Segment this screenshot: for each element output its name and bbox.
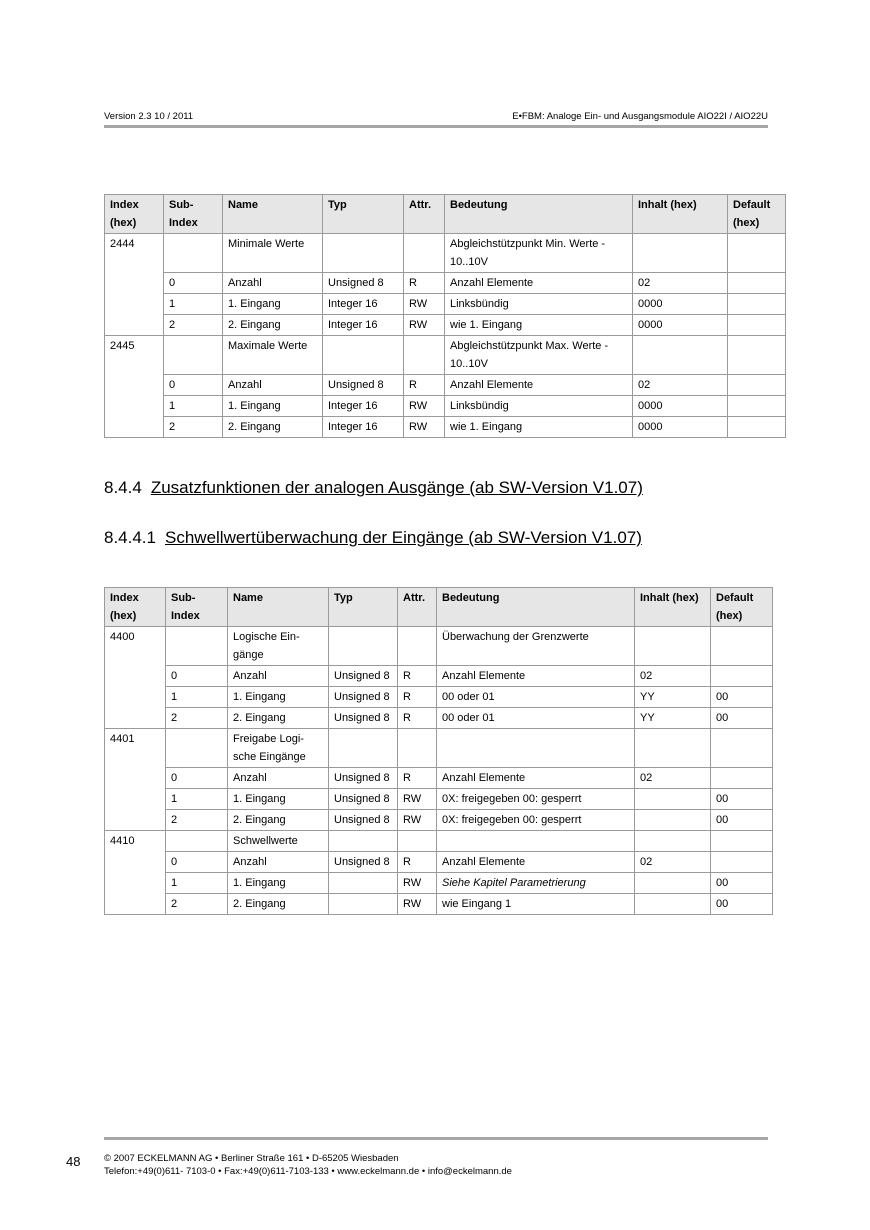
table-cell bbox=[633, 234, 728, 273]
table-cell bbox=[398, 831, 437, 852]
table-cell: 2445 bbox=[105, 336, 164, 375]
table-cell bbox=[398, 627, 437, 666]
table-cell bbox=[329, 729, 398, 768]
table-cell: 2 bbox=[166, 708, 228, 729]
table-cell bbox=[166, 627, 228, 666]
table-cell: Linksbündig bbox=[445, 294, 633, 315]
table-cell: 1. Eingang bbox=[228, 873, 329, 894]
col-attr: Attr. bbox=[404, 195, 445, 234]
table-cell bbox=[105, 666, 166, 687]
table-cell bbox=[728, 336, 786, 375]
table-cell: 4400 bbox=[105, 627, 166, 666]
table-cell bbox=[105, 810, 166, 831]
table-cell: wie 1. Eingang bbox=[445, 417, 633, 438]
table-cell bbox=[398, 729, 437, 768]
table-cell: 00 oder 01 bbox=[437, 687, 635, 708]
table-cell: 00 bbox=[711, 708, 773, 729]
col-subindex bbox=[164, 195, 223, 234]
table-cell bbox=[329, 894, 398, 915]
table-cell bbox=[711, 831, 773, 852]
table-cell: RW bbox=[404, 396, 445, 417]
table-cell: 00 bbox=[711, 810, 773, 831]
table-cell bbox=[635, 627, 711, 666]
table-cell bbox=[728, 396, 786, 417]
table-row bbox=[105, 666, 773, 687]
table-cell: 02 bbox=[635, 852, 711, 873]
table-cell bbox=[728, 315, 786, 336]
table-cell: 0000 bbox=[633, 396, 728, 417]
table-cell bbox=[164, 336, 223, 375]
table-row bbox=[105, 336, 786, 375]
footer-rule bbox=[104, 1137, 768, 1140]
table-cell: Anzahl bbox=[223, 375, 323, 396]
table-cell: Integer 16 bbox=[323, 417, 404, 438]
table-cell: RW bbox=[398, 789, 437, 810]
table-cell: R bbox=[398, 666, 437, 687]
table-cell: 2. Eingang bbox=[228, 894, 329, 915]
table-cell: 1 bbox=[166, 873, 228, 894]
table-cell bbox=[105, 315, 164, 336]
table-cell bbox=[635, 789, 711, 810]
table-cell: Anzahl Elemente bbox=[445, 375, 633, 396]
table-cell bbox=[105, 294, 164, 315]
object-table-2444-2445 bbox=[104, 194, 786, 438]
table-row bbox=[105, 708, 773, 729]
table-cell: wie 1. Eingang bbox=[445, 315, 633, 336]
table-cell: 00 bbox=[711, 873, 773, 894]
table-cell: RW bbox=[404, 417, 445, 438]
table-row bbox=[105, 294, 786, 315]
table-cell bbox=[323, 234, 404, 273]
header-label: Index bbox=[169, 217, 198, 229]
table-cell bbox=[437, 831, 635, 852]
table-cell bbox=[323, 336, 404, 375]
table-cell: R bbox=[398, 768, 437, 789]
table-cell bbox=[105, 273, 164, 294]
table-cell: RW bbox=[398, 810, 437, 831]
table-cell: Unsigned 8 bbox=[329, 708, 398, 729]
table-cell: Minimale Werte bbox=[223, 234, 323, 273]
table-cell bbox=[105, 789, 166, 810]
header-label: Index bbox=[110, 199, 139, 211]
table-cell: R bbox=[398, 708, 437, 729]
table-row bbox=[105, 417, 786, 438]
table-cell: 2 bbox=[166, 810, 228, 831]
table-cell bbox=[164, 234, 223, 273]
table-row bbox=[105, 894, 773, 915]
table-row bbox=[105, 810, 773, 831]
object-table-4400-4410 bbox=[104, 587, 773, 915]
table-cell bbox=[728, 375, 786, 396]
table-row bbox=[105, 687, 773, 708]
table-cell: R bbox=[398, 852, 437, 873]
table-cell: 00 bbox=[711, 894, 773, 915]
table-cell bbox=[728, 234, 786, 273]
table-cell: Anzahl bbox=[228, 666, 329, 687]
section-heading-8-4-4: 8.4.4 Zusatzfunktionen der analogen Ausgänge (ab SW-Version V1.07) bbox=[104, 478, 643, 497]
table-cell bbox=[711, 768, 773, 789]
table-cell: Unsigned 8 bbox=[329, 852, 398, 873]
table-cell: 2. Eingang bbox=[228, 810, 329, 831]
table-cell: Linksbündig bbox=[445, 396, 633, 417]
table-cell: 02 bbox=[633, 375, 728, 396]
table-cell bbox=[105, 894, 166, 915]
header-label: (hex) bbox=[733, 217, 760, 229]
table-cell bbox=[437, 729, 635, 768]
table-cell bbox=[166, 729, 228, 768]
header-label: Default bbox=[716, 592, 754, 604]
table-cell: R bbox=[398, 687, 437, 708]
table-cell bbox=[404, 234, 445, 273]
header-title: E•FBM: Analoge Ein- und Ausgangsmodule AIO22I / AIO22U bbox=[512, 111, 768, 122]
table-cell: 1. Eingang bbox=[228, 789, 329, 810]
col-default bbox=[711, 588, 773, 627]
table-cell bbox=[711, 852, 773, 873]
footer-address: © 2007 ECKELMANN AG • Berliner Straße 161 • D-65205 Wiesbaden bbox=[104, 1153, 399, 1164]
table-cell: Logische Ein-gänge bbox=[228, 627, 329, 666]
table-cell: 00 bbox=[711, 687, 773, 708]
table-cell: 0X: freigegeben 00: gesperrt bbox=[437, 789, 635, 810]
col-bedeutung: Bedeutung bbox=[445, 195, 633, 234]
col-inhalt: Inhalt (hex) bbox=[635, 588, 711, 627]
table-row bbox=[105, 234, 786, 273]
table-cell: 0 bbox=[166, 852, 228, 873]
table-cell bbox=[105, 375, 164, 396]
table-cell: 2 bbox=[164, 315, 223, 336]
table-cell: 0 bbox=[166, 666, 228, 687]
table-cell: 0000 bbox=[633, 294, 728, 315]
table-row bbox=[105, 873, 773, 894]
table-cell: Unsigned 8 bbox=[329, 810, 398, 831]
table-cell: Anzahl bbox=[228, 768, 329, 789]
header-label: Index bbox=[110, 592, 139, 604]
table-cell: 00 bbox=[711, 789, 773, 810]
table-row bbox=[105, 768, 773, 789]
col-default bbox=[728, 195, 786, 234]
table-cell bbox=[711, 627, 773, 666]
table-row bbox=[105, 831, 773, 852]
table-cell: 2444 bbox=[105, 234, 164, 273]
col-attr: Attr. bbox=[398, 588, 437, 627]
table-cell: Unsigned 8 bbox=[323, 375, 404, 396]
header-label: Sub- bbox=[169, 199, 194, 211]
col-index bbox=[105, 195, 164, 234]
table-cell: Integer 16 bbox=[323, 396, 404, 417]
table-cell: 2 bbox=[164, 417, 223, 438]
table-cell bbox=[404, 336, 445, 375]
table-cell: 2 bbox=[166, 894, 228, 915]
table-cell bbox=[728, 294, 786, 315]
col-name: Name bbox=[223, 195, 323, 234]
table-row bbox=[105, 315, 786, 336]
table-cell bbox=[105, 873, 166, 894]
table-cell: 0 bbox=[164, 375, 223, 396]
page-header bbox=[104, 111, 768, 122]
table-cell: 4410 bbox=[105, 831, 166, 852]
table-cell bbox=[105, 687, 166, 708]
header-version: Version 2.3 10 / 2011 bbox=[104, 111, 194, 122]
col-typ: Typ bbox=[323, 195, 404, 234]
table-cell: Unsigned 8 bbox=[329, 666, 398, 687]
table-cell: Anzahl bbox=[223, 273, 323, 294]
table-cell: Abgleichstützpunkt Min. Werte - 10..10V bbox=[445, 234, 633, 273]
col-name: Name bbox=[228, 588, 329, 627]
table-cell: RW bbox=[404, 315, 445, 336]
table-cell: Schwellwerte bbox=[228, 831, 329, 852]
header-label: Sub- bbox=[171, 592, 196, 604]
table-cell: Überwachung der Grenzwerte bbox=[437, 627, 635, 666]
table-row bbox=[105, 273, 786, 294]
table-cell: 0000 bbox=[633, 315, 728, 336]
table-cell bbox=[633, 336, 728, 375]
table-cell: 00 oder 01 bbox=[437, 708, 635, 729]
table-cell: 2. Eingang bbox=[223, 315, 323, 336]
table-cell: Unsigned 8 bbox=[329, 687, 398, 708]
col-inhalt: Inhalt (hex) bbox=[633, 195, 728, 234]
table-cell: RW bbox=[404, 294, 445, 315]
table-cell: Maximale Werte bbox=[223, 336, 323, 375]
page-number: 48 bbox=[66, 1154, 81, 1169]
table-cell bbox=[635, 810, 711, 831]
page-footer bbox=[104, 1152, 512, 1178]
table-cell bbox=[105, 852, 166, 873]
table-cell: Integer 16 bbox=[323, 315, 404, 336]
table-cell: RW bbox=[398, 894, 437, 915]
table-cell: Anzahl Elemente bbox=[437, 768, 635, 789]
table-cell: Unsigned 8 bbox=[329, 768, 398, 789]
table-cell bbox=[635, 729, 711, 768]
table-cell: Unsigned 8 bbox=[323, 273, 404, 294]
table-row bbox=[105, 396, 786, 417]
table-cell: R bbox=[404, 375, 445, 396]
table-row bbox=[105, 852, 773, 873]
table-cell bbox=[329, 873, 398, 894]
table-cell bbox=[105, 708, 166, 729]
table-cell: Anzahl Elemente bbox=[437, 852, 635, 873]
table-cell: 1 bbox=[164, 294, 223, 315]
header-label: (hex) bbox=[716, 610, 743, 622]
table-cell bbox=[711, 729, 773, 768]
table-cell: Integer 16 bbox=[323, 294, 404, 315]
table-cell: Anzahl Elemente bbox=[445, 273, 633, 294]
table-cell: YY bbox=[635, 687, 711, 708]
table-cell: Anzahl bbox=[228, 852, 329, 873]
footer-contact: Telefon:+49(0)611- 7103-0 • Fax:+49(0)611-7103-133 • www.eckelmann.de • info@eckelmann.de bbox=[104, 1166, 512, 1177]
table-row bbox=[105, 729, 773, 768]
table-cell: 1. Eingang bbox=[223, 396, 323, 417]
table-cell: 2. Eingang bbox=[228, 708, 329, 729]
table-cell bbox=[329, 627, 398, 666]
table-cell: 2. Eingang bbox=[223, 417, 323, 438]
table-header-row bbox=[105, 195, 786, 234]
table-cell bbox=[105, 396, 164, 417]
table-cell: YY bbox=[635, 708, 711, 729]
table-row bbox=[105, 627, 773, 666]
col-typ: Typ bbox=[329, 588, 398, 627]
table-cell: 1. Eingang bbox=[223, 294, 323, 315]
table-cell: 1 bbox=[164, 396, 223, 417]
header-label: Index bbox=[171, 610, 200, 622]
table-cell: 02 bbox=[635, 666, 711, 687]
table-cell: 0 bbox=[164, 273, 223, 294]
table-cell bbox=[711, 666, 773, 687]
table-cell bbox=[635, 894, 711, 915]
header-label: (hex) bbox=[110, 217, 137, 229]
col-subindex bbox=[166, 588, 228, 627]
section-heading-8-4-4-1: 8.4.4.1 Schwellwertüberwachung der Eingänge (ab SW-Version V1.07) bbox=[104, 528, 642, 547]
table-cell bbox=[728, 417, 786, 438]
table-cell: 0 bbox=[166, 768, 228, 789]
col-bedeutung: Bedeutung bbox=[437, 588, 635, 627]
table-cell: R bbox=[404, 273, 445, 294]
table-cell bbox=[105, 417, 164, 438]
table-cell: RW bbox=[398, 873, 437, 894]
table-cell: 0X: freigegeben 00: gesperrt bbox=[437, 810, 635, 831]
table-cell: 1 bbox=[166, 687, 228, 708]
table-cell: wie Eingang 1 bbox=[437, 894, 635, 915]
header-label: (hex) bbox=[110, 610, 137, 622]
table-cell: 4401 bbox=[105, 729, 166, 768]
col-index bbox=[105, 588, 166, 627]
table-row bbox=[105, 375, 786, 396]
header-rule bbox=[104, 125, 768, 128]
table-cell: 02 bbox=[633, 273, 728, 294]
table-cell: Unsigned 8 bbox=[329, 789, 398, 810]
table-cell bbox=[635, 873, 711, 894]
table-cell: Freigabe Logi-sche Eingänge bbox=[228, 729, 329, 768]
table-cell: 02 bbox=[635, 768, 711, 789]
header-label: Default bbox=[733, 199, 771, 211]
table-cell bbox=[635, 831, 711, 852]
table-cell bbox=[728, 273, 786, 294]
table-cell: Anzahl Elemente bbox=[437, 666, 635, 687]
table-row bbox=[105, 789, 773, 810]
table-cell: Abgleichstützpunkt Max. Werte - 10..10V bbox=[445, 336, 633, 375]
table-cell bbox=[166, 831, 228, 852]
table-header-row bbox=[105, 588, 773, 627]
table-cell bbox=[105, 768, 166, 789]
table-cell: Siehe Kapitel Parametrierung bbox=[437, 873, 635, 894]
table-cell bbox=[329, 831, 398, 852]
table-cell: 0000 bbox=[633, 417, 728, 438]
table-cell: 1. Eingang bbox=[228, 687, 329, 708]
table-cell: 1 bbox=[166, 789, 228, 810]
